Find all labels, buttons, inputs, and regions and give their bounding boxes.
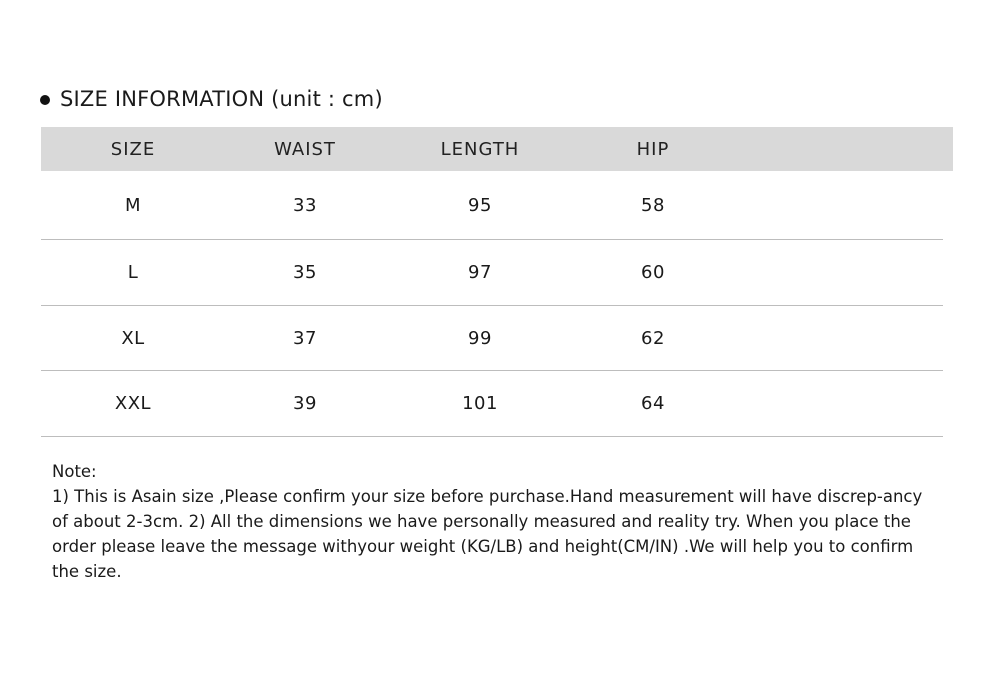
size-note (52, 459, 942, 584)
table-header-row (41, 127, 953, 171)
note-heading: Note: (52, 462, 97, 481)
cell-hip: 58 (641, 194, 665, 216)
cell-length: 95 (468, 194, 492, 216)
cell-hip: 62 (641, 327, 665, 349)
cell-length: 97 (468, 262, 492, 283)
table-row (41, 240, 943, 306)
header-size: SIZE (110, 138, 156, 160)
note-body: 1) This is Asain size ,Please confirm your size before purchase.Hand measurement will have discrep-ancy of about 2-3cm. 2) All the dimensions we have personally measured and reality try. When you place the order please leave the message withyour weight (KG/LB) and height(CM/IN) .We will help you to confirm the size. (52, 487, 923, 581)
cell-size: L (127, 262, 139, 283)
cell-size: XXL (114, 393, 152, 414)
bullet-icon (40, 95, 50, 105)
cell-length: 99 (468, 327, 492, 349)
cell-waist: 39 (293, 393, 317, 414)
size-table (41, 127, 953, 437)
table-row (41, 371, 943, 437)
cell-hip: 60 (641, 262, 665, 283)
cell-waist: 37 (293, 327, 317, 349)
cell-waist: 33 (293, 194, 317, 216)
cell-length: 101 (462, 393, 498, 414)
page-title-text: SIZE INFORMATION (unit : cm) (60, 87, 383, 111)
header-hip: HIP (636, 138, 670, 160)
table-row (41, 306, 943, 371)
cell-waist: 35 (293, 262, 317, 283)
header-length: LENGTH (440, 138, 520, 160)
cell-size: M (124, 194, 142, 216)
cell-size: XL (121, 327, 145, 349)
header-waist: WAIST (274, 138, 336, 160)
cell-hip: 64 (641, 393, 665, 414)
page-title (40, 85, 383, 113)
table-row (41, 171, 943, 240)
